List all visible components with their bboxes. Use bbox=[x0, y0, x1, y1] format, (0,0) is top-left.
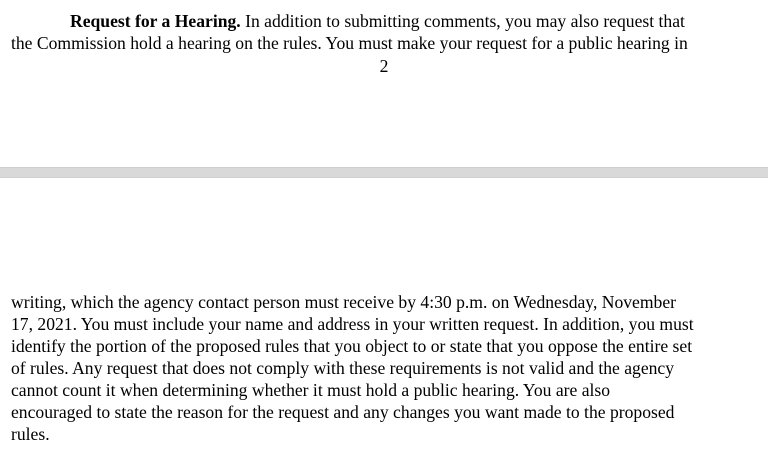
paragraph-line: of rules. Any request that does not comply with these requirements is not valid and the agency bbox=[11, 358, 675, 378]
paragraph-line: the Commission hold a hearing on the rules. You must make your request for a public hearing in bbox=[11, 33, 688, 53]
document-page-2 bbox=[0, 0, 768, 167]
document-page-3 bbox=[0, 178, 768, 450]
paragraph-line: encouraged to state the reason for the request and any changes you want made to the proposed bbox=[11, 402, 675, 422]
paragraph-line: identify the portion of the proposed rules that you object to or state that you oppose the entire set bbox=[11, 336, 693, 356]
paragraph-line bbox=[70, 10, 685, 32]
section-heading: Request for a Hearing. bbox=[70, 11, 241, 31]
paragraph-text: In addition to submitting comments, you may also request that bbox=[240, 11, 685, 31]
paragraph-line: 17, 2021. You must include your name and address in your written request. In addition, you must bbox=[11, 314, 694, 334]
paragraph-line: rules. bbox=[11, 424, 50, 444]
paragraph-line: writing, which the agency contact person must receive by 4:30 p.m. on Wednesday, November bbox=[11, 292, 677, 312]
page-separator bbox=[0, 167, 768, 178]
page-number: 2 bbox=[379, 56, 389, 76]
paragraph-line: cannot count it when determining whether it must hold a public hearing. You are also bbox=[11, 380, 611, 400]
